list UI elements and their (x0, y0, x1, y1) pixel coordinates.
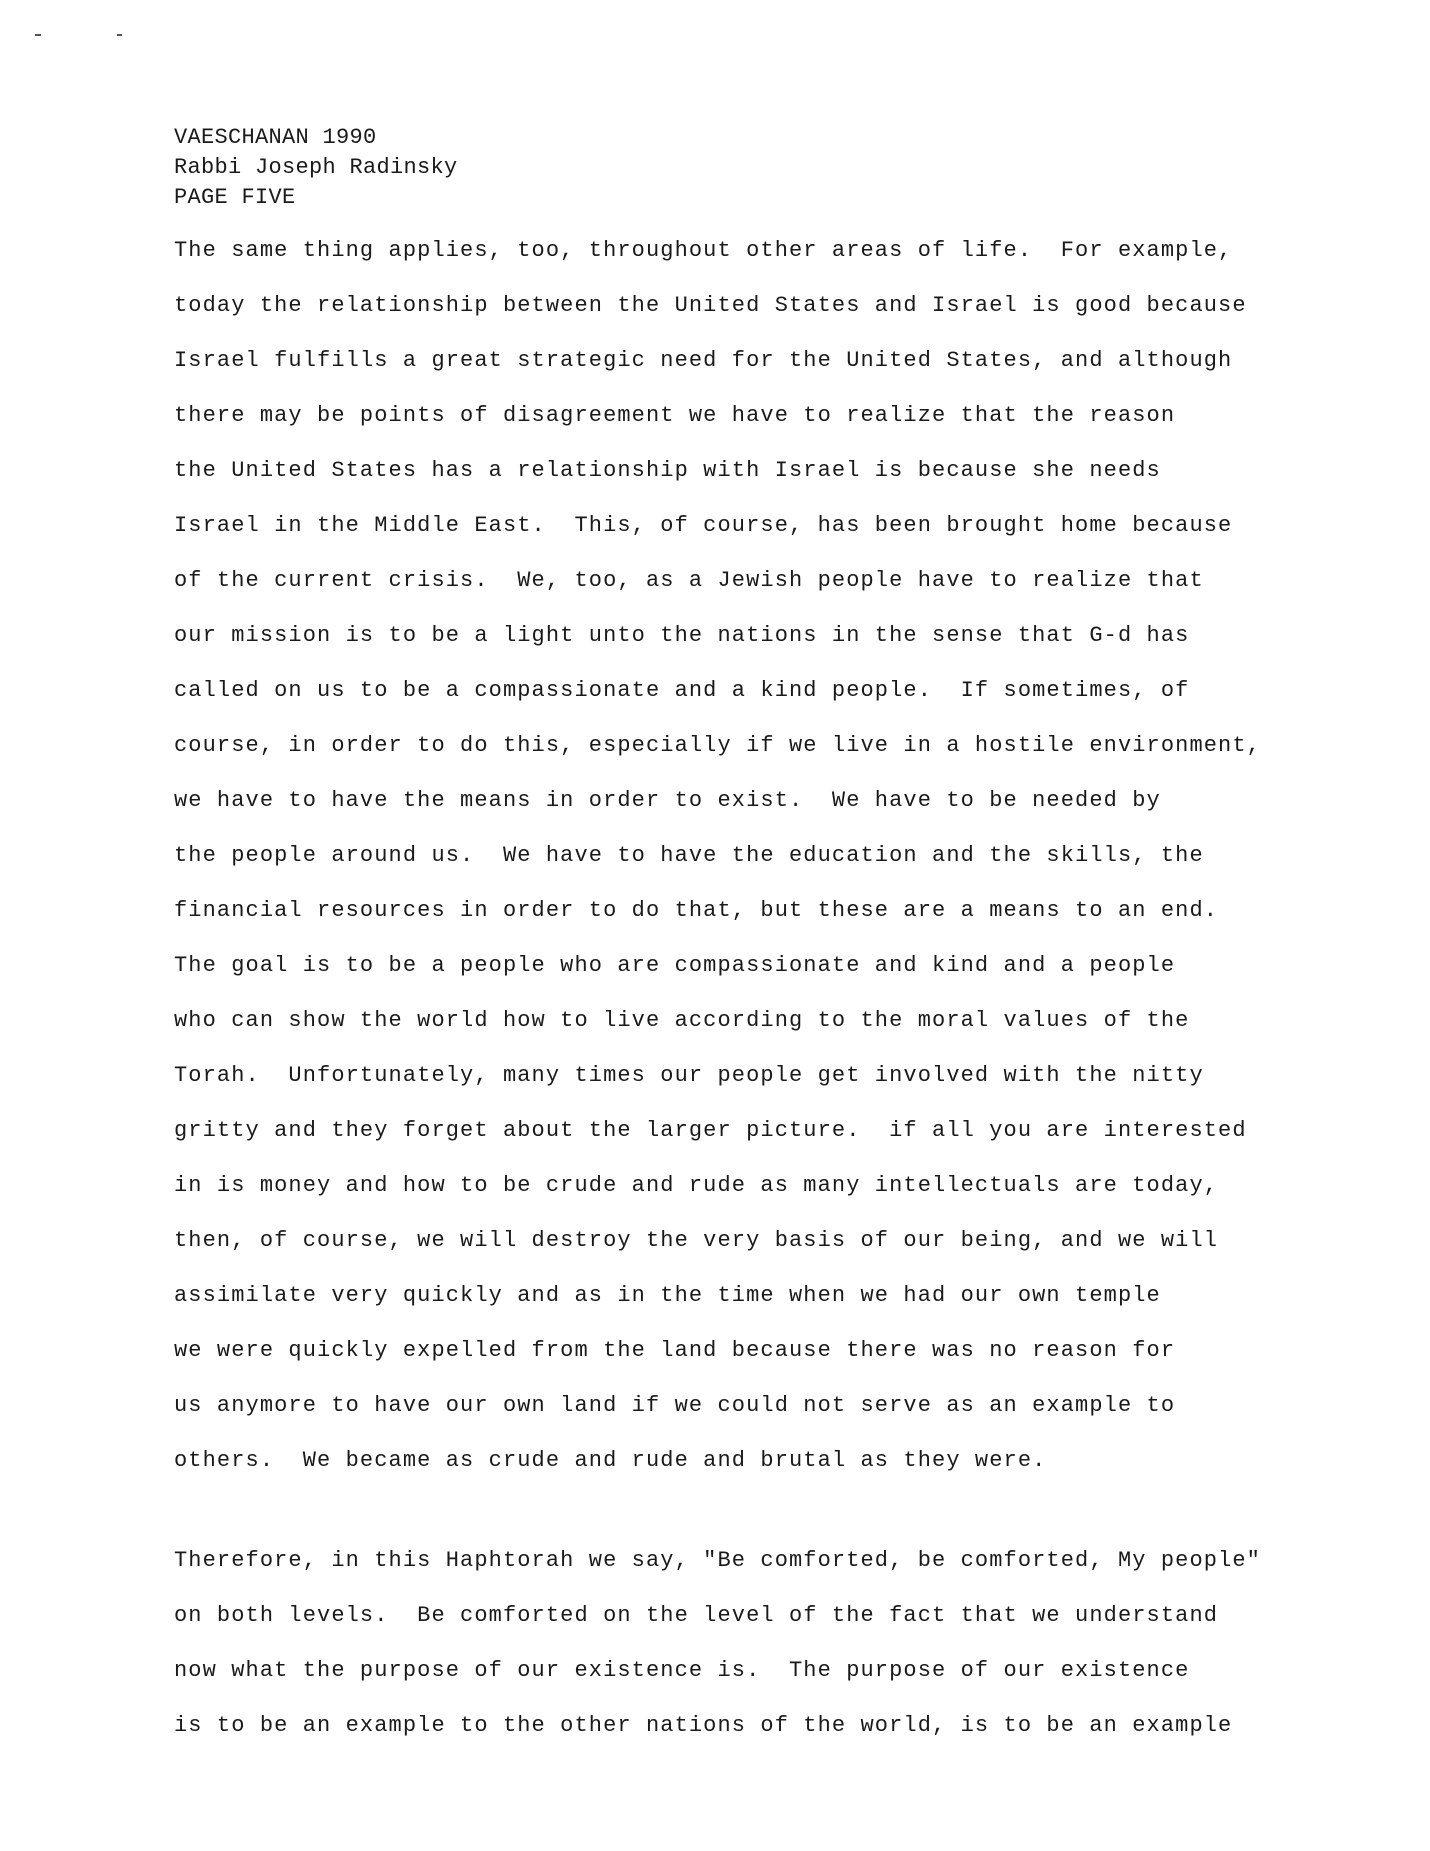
text-line: the people around us. We have to have the education and the skills, the (174, 843, 1204, 868)
document-author: Rabbi Joseph Radinsky (174, 155, 458, 180)
document-title: VAESCHANAN 1990 (174, 125, 377, 150)
text-line: then, of course, we will destroy the very basis of our being, and we will (174, 1228, 1219, 1253)
text-line: today the relationship between the United States and Israel is good because (174, 293, 1247, 318)
scan-mark (35, 34, 41, 36)
text-line: assimilate very quickly and as in the time when we had our own temple (174, 1283, 1161, 1308)
text-line: is to be an example to the other nations of the world, is to be an example (174, 1713, 1233, 1738)
text-line: gritty and they forget about the larger picture. if all you are interested (174, 1118, 1247, 1143)
text-line: there may be points of disagreement we have to realize that the reason (174, 403, 1176, 428)
paragraph-2 (174, 1533, 1261, 1753)
text-line: course, in order to do this, especially if we live in a hostile environment, (174, 733, 1261, 758)
document-header (174, 123, 458, 213)
text-line: now what the purpose of our existence is. The purpose of our existence (174, 1658, 1190, 1683)
page-label: PAGE FIVE (174, 185, 296, 210)
text-line: on both levels. Be comforted on the level of the fact that we understand (174, 1603, 1219, 1628)
text-line: we were quickly expelled from the land because there was no reason for (174, 1338, 1176, 1363)
paragraph-1 (174, 223, 1261, 1488)
text-line: others. We became as crude and rude and brutal as they were. (174, 1448, 1047, 1473)
text-line: The same thing applies, too, throughout other areas of life. For example, (174, 238, 1233, 263)
text-line: we have to have the means in order to exist. We have to be needed by (174, 788, 1161, 813)
text-line: called on us to be a compassionate and a kind people. If sometimes, of (174, 678, 1190, 703)
text-line: Therefore, in this Haphtorah we say, "Be comforted, be comforted, My people" (174, 1548, 1261, 1573)
text-line: Torah. Unfortunately, many times our people get involved with the nitty (174, 1063, 1204, 1088)
text-line: of the current crisis. We, too, as a Jewish people have to realize that (174, 568, 1204, 593)
text-line: our mission is to be a light unto the nations in the sense that G-d has (174, 623, 1190, 648)
scan-mark (117, 34, 122, 36)
text-line: Israel fulfills a great strategic need for the United States, and although (174, 348, 1233, 373)
text-line: us anymore to have our own land if we could not serve as an example to (174, 1393, 1176, 1418)
text-line: the United States has a relationship with Israel is because she needs (174, 458, 1161, 483)
text-line: Israel in the Middle East. This, of course, has been brought home because (174, 513, 1233, 538)
text-line: who can show the world how to live according to the moral values of the (174, 1008, 1190, 1033)
text-line: financial resources in order to do that, but these are a means to an end. (174, 898, 1219, 923)
text-line: The goal is to be a people who are compassionate and kind and a people (174, 953, 1176, 978)
text-line: in is money and how to be crude and rude as many intellectuals are today, (174, 1173, 1219, 1198)
